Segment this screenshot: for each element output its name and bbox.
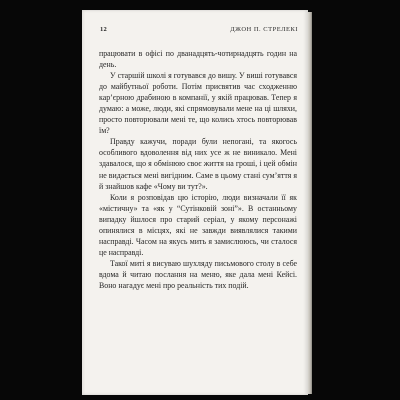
page-header (100, 26, 298, 38)
book-page (82, 10, 308, 395)
paragraph-twilight-zone: Коли я розповідав цю історію, люди визначали її як «містичну» та «як у “Сутінковій зоні”». В останньому випадку йшлося про старий серіал, у якому персонажі опинялися в місцях, які не завжди виявлялися такими насправді. Часом на якусь мить я замислююсь, чи сталося це насправді. (99, 192, 297, 257)
paragraph-continuation: працювати в офісі по дванадцять-чотирнадцять годин на день. (99, 49, 297, 70)
running-head-author: ДЖОН П. СТРЕЛЕКІ (230, 26, 298, 33)
page-number: 12 (100, 26, 107, 33)
paragraph-school: У старшій школі я готувався до вишу. У виші готувався до майбутньої роботи. Потім присвятив час сходженню кар’єрною драбиною в компанії, у якій працював. Тепер я думаю: а може, люди, які спрямовували мене на ці шляхи, просто повторювали мені те, що колись хтось повторював їм? (99, 71, 297, 136)
paragraph-advice: Правду кажучи, поради були непогані, та якогось особливого вдоволення від них усе ж не виникало. Мені здавалося, що я обмінюю своє життя на гроші, і цей обмін не видається мені вигідним. Саме в цьому стані сум’яття я й знайшов кафе «Чому ви тут?». (99, 137, 297, 191)
page-edge (308, 12, 312, 394)
paragraph-drawer: Такої миті я висуваю шухляду письмового столу в себе вдома й читаю послання на меню, яке дала мені Кейсі. Воно нагадує мені про реальність тих подій. (99, 258, 297, 290)
page-body (99, 48, 297, 291)
